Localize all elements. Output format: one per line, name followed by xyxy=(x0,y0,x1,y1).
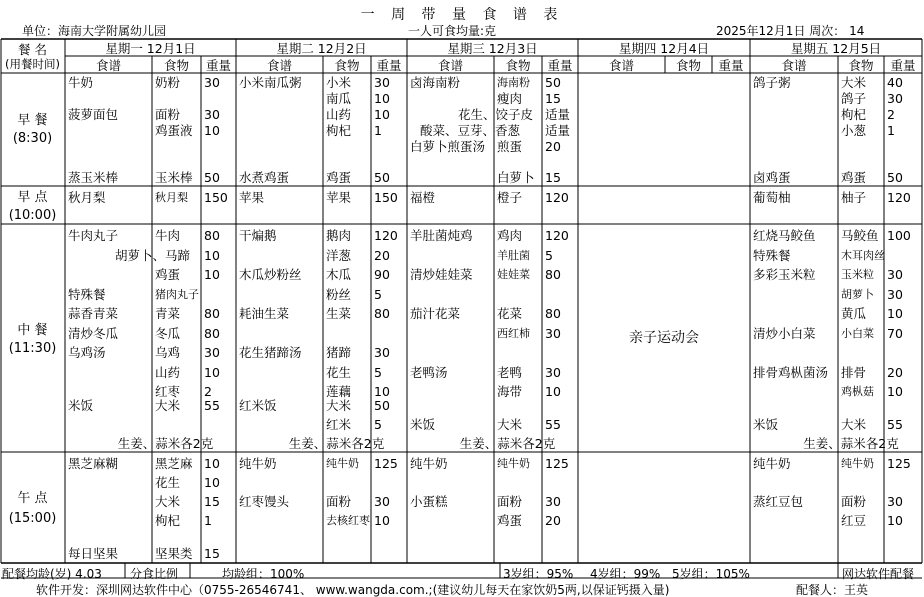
footer-age3: 3岁组：95% xyxy=(503,567,574,581)
seasoning-note: 生姜、蒜米各2克 xyxy=(803,436,899,451)
food-item: 枸杞 xyxy=(841,107,867,122)
food-item: 小白菜 xyxy=(841,326,874,340)
food-item: 排骨 xyxy=(841,364,867,380)
food-item: 煎蛋 xyxy=(497,139,523,154)
sub-header: 食物 xyxy=(848,58,874,73)
weight: 80 xyxy=(545,267,561,282)
dish-name: 乌鸡汤 xyxy=(68,345,106,360)
food-item: 秋月梨 xyxy=(155,191,188,204)
weight: 80 xyxy=(204,325,220,341)
dish-name: 水煮鸡蛋 xyxy=(239,170,290,185)
food-item: 海南粉 xyxy=(497,76,530,89)
dish-name: 卤海南粉 xyxy=(410,75,461,90)
food-item: 枸杞 xyxy=(326,123,352,138)
sub-header: 食物 xyxy=(675,58,701,73)
seasoning-note: 生姜、蒜米各2克 xyxy=(459,436,556,451)
weight: 20 xyxy=(887,364,903,380)
unit-label: 单位：海南大学附属幼儿园 xyxy=(22,24,167,38)
weight: 10 xyxy=(374,513,390,528)
food-item: 牛肉 xyxy=(155,228,181,243)
food-item: 大米 xyxy=(497,417,523,432)
weight: 30 xyxy=(545,325,561,341)
sub-header: 重量 xyxy=(718,58,744,73)
dish-name: 每日坚果 xyxy=(68,546,119,561)
weight: 125 xyxy=(374,456,398,471)
weight: 55 xyxy=(545,417,561,432)
dish-name: 清炒冬瓜 xyxy=(68,325,119,341)
dish-name: 羊肚菌炖鸡 xyxy=(410,228,473,243)
dish-name: 清炒小白菜 xyxy=(753,325,816,341)
day-header: 星期三 12月3日 xyxy=(447,41,538,56)
food-item: 黄瓜 xyxy=(841,306,867,321)
dish-name: 秋月梨 xyxy=(68,190,106,205)
weight: 5 xyxy=(545,247,553,263)
food-item: 南瓜 xyxy=(326,91,352,106)
sub-header: 食物 xyxy=(334,58,360,73)
food-item: 纯牛奶 xyxy=(497,457,530,470)
dish-name: 白萝卜煎蛋汤 xyxy=(410,139,486,154)
dish-name: 卤鸡蛋 xyxy=(753,170,791,185)
weight: 10 xyxy=(204,364,220,380)
food-item: 坚果类 xyxy=(155,546,193,561)
weight: 120 xyxy=(545,228,569,243)
weight: 55 xyxy=(887,417,903,432)
thursday-note: 亲子运动会 xyxy=(629,330,699,346)
meal-breakfast-time: (8:30) xyxy=(12,131,53,146)
weight: 10 xyxy=(204,267,220,282)
weight: 10 xyxy=(374,384,390,399)
weight: 30 xyxy=(204,107,220,122)
food-item: 木耳肉丝 xyxy=(841,248,885,262)
food-item: 柚子 xyxy=(841,190,867,205)
food-item: 鸡蛋 xyxy=(497,513,523,528)
day-header: 星期五 12月5日 xyxy=(790,41,882,56)
dish-name: 特殊餐 xyxy=(68,286,106,302)
weight: 120 xyxy=(545,190,569,205)
dish-name: 多彩玉米粒 xyxy=(753,267,816,282)
sub-header: 食物 xyxy=(163,58,189,73)
food-item: 鸡蛋 xyxy=(155,267,181,282)
meal-snack-am-name: 早 点 xyxy=(17,190,48,205)
sub-header: 食谱 xyxy=(437,58,463,73)
dish-name: 干煸鹅 xyxy=(239,228,277,243)
food-item: 红豆 xyxy=(841,513,867,528)
weight: 1 xyxy=(374,123,382,138)
food-item: 老鸭 xyxy=(497,364,523,380)
weight: 90 xyxy=(374,267,390,282)
dish-name: 黑芝麻糊 xyxy=(68,456,119,471)
weight: 20 xyxy=(545,139,561,154)
food-item: 木瓜 xyxy=(326,267,352,282)
weight: 30 xyxy=(887,286,903,302)
dish-name: 苹果 xyxy=(239,190,265,205)
weight: 125 xyxy=(545,456,569,471)
dish-name: 米饭 xyxy=(753,417,779,432)
food-item: 红枣 xyxy=(155,384,181,399)
weight: 30 xyxy=(374,494,390,509)
weight: 10 xyxy=(374,107,390,122)
food-item: 羊肚菌 xyxy=(497,248,530,262)
date-week-label: 2025年12月1日 周次： 14 xyxy=(716,24,865,38)
dish-name: 特殊餐 xyxy=(753,247,791,263)
food-item: 白萝卜 xyxy=(497,170,535,185)
weight: 10 xyxy=(374,91,390,106)
footer-age5: 5岁组：105% xyxy=(672,567,750,581)
day-header: 星期一 12月1日 xyxy=(105,41,196,56)
food-item: 大米 xyxy=(841,75,867,90)
food-item: 花生 xyxy=(155,475,181,490)
weight: 10 xyxy=(887,306,903,321)
weight: 80 xyxy=(374,306,390,321)
dish-name: 排骨鸡枞菌汤 xyxy=(753,364,829,380)
dish-name: 蒸玉米棒 xyxy=(68,170,119,185)
weight: 适量 xyxy=(545,107,571,122)
dish-name: 小蛋糕 xyxy=(410,494,448,509)
food-item: 鸡枞菇 xyxy=(841,385,874,398)
weight: 10 xyxy=(887,513,903,528)
footer-ratio: 分食比例 xyxy=(130,567,179,581)
weight: 30 xyxy=(204,75,220,90)
sub-header: 重量 xyxy=(205,58,231,73)
food-item: 面粉 xyxy=(155,107,181,122)
weight: 10 xyxy=(204,123,220,138)
food-item: 青菜 xyxy=(155,306,181,321)
weight: 50 xyxy=(374,170,390,185)
dish-name: 红烧马鲛鱼 xyxy=(753,228,816,243)
food-item: 红米 xyxy=(326,417,352,432)
weight: 70 xyxy=(887,325,903,341)
weight: 15 xyxy=(545,91,561,106)
dish-name: 蒸红豆包 xyxy=(753,494,804,509)
food-item: 玉米棒 xyxy=(155,170,193,185)
food-item: 小葱 xyxy=(841,123,867,138)
dish-name: 茄汁花菜 xyxy=(410,306,461,321)
food-item: 胡萝卜 xyxy=(841,287,874,301)
food-item: 面粉 xyxy=(326,494,352,509)
dish-name: 牛肉丸子 xyxy=(68,228,119,243)
food-item: 去核红枣 xyxy=(326,514,370,527)
footer-vendor: 网达软件配餐 xyxy=(842,567,915,581)
food-item: 大米 xyxy=(155,494,181,509)
food-item: 花菜 xyxy=(497,306,523,321)
dish-name: 福橙 xyxy=(410,190,436,205)
food-item: 大米 xyxy=(841,417,867,432)
food-item: 玉米粒 xyxy=(841,268,874,281)
footer-nutritionist: 配餐人：王英 xyxy=(796,583,869,597)
food-item: 鸡蛋液 xyxy=(155,123,193,138)
food-item: 花生 xyxy=(326,364,352,380)
weight: 30 xyxy=(545,364,561,380)
weight: 80 xyxy=(545,306,561,321)
food-item: 鸡肉 xyxy=(497,228,523,243)
weight: 5 xyxy=(374,286,382,302)
dish-name: 清炒娃娃菜 xyxy=(410,267,473,282)
per-person-label: 一人可食均量:克 xyxy=(408,24,497,38)
sub-header: 食谱 xyxy=(95,58,121,73)
food-item: 乌鸡 xyxy=(155,345,181,360)
footer-balance: 均龄组：100% xyxy=(222,567,305,581)
weight: 30 xyxy=(374,75,390,90)
food-item: 鸽子 xyxy=(841,91,867,106)
day-header: 星期四 12月4日 xyxy=(618,41,710,56)
dish-name: 米饭 xyxy=(410,417,436,432)
food-item: 莲藕 xyxy=(326,384,352,399)
weight: 15 xyxy=(204,494,220,509)
footer-avg-age: 配餐均龄(岁) 4.03 xyxy=(2,567,102,581)
food-item: 枸杞 xyxy=(155,513,181,528)
weight: 120 xyxy=(374,228,398,243)
footer-developer: 软件开发：深圳网达软件中心（0755-26546741、 www.wangda.com.;(建议幼儿每天在家饮奶5两,以保证钙摄入量) xyxy=(36,583,670,597)
dish-name: 小米南瓜粥 xyxy=(239,75,302,90)
sub-header: 重量 xyxy=(547,58,573,73)
weight: 80 xyxy=(204,228,220,243)
meal-time-header: (用餐时间) xyxy=(5,57,60,71)
food-item: 粉丝 xyxy=(326,286,352,302)
dish-name: 米饭 xyxy=(68,398,94,413)
meal-name-header: 餐 名 xyxy=(18,42,47,57)
weight: 1 xyxy=(204,513,212,528)
weight: 10 xyxy=(545,384,561,399)
weight: 30 xyxy=(374,345,390,360)
dish-name: 木瓜炒粉丝 xyxy=(239,267,302,282)
food-item: 面粉 xyxy=(841,494,867,509)
dish-name: 牛奶 xyxy=(68,75,94,90)
food-item: 马鲛鱼 xyxy=(841,228,879,243)
sub-header: 食谱 xyxy=(608,58,634,73)
weight: 10 xyxy=(204,475,220,490)
weight: 10 xyxy=(204,456,220,471)
meal-snack-am-time: (10:00) xyxy=(8,208,57,223)
dish-name: 鸽子粥 xyxy=(753,75,791,90)
weight: 80 xyxy=(204,306,220,321)
food-item: 鸡蛋 xyxy=(841,170,867,185)
weight: 30 xyxy=(204,345,220,360)
food-item: 小米 xyxy=(326,75,352,90)
sub-header: 食物 xyxy=(505,58,531,73)
dish-name: 菠萝面包 xyxy=(68,107,119,122)
food-item: 猪蹄 xyxy=(326,345,352,360)
meal-lunch-name: 中 餐 xyxy=(17,323,48,338)
weight: 100 xyxy=(887,228,911,243)
weight: 5 xyxy=(374,417,382,432)
weight: 55 xyxy=(204,398,220,413)
weight: 10 xyxy=(204,247,220,263)
weight: 1 xyxy=(887,123,895,138)
weight: 2 xyxy=(887,107,895,122)
weight: 30 xyxy=(887,267,903,282)
weight: 20 xyxy=(545,513,561,528)
weight: 125 xyxy=(887,456,911,471)
weight: 120 xyxy=(887,190,911,205)
weight: 5 xyxy=(374,364,382,380)
meal-breakfast-name: 早 餐 xyxy=(17,113,48,128)
day-header: 星期二 12月2日 xyxy=(276,41,367,56)
page-title: 一 周 带 量 食 谱 表 xyxy=(360,7,564,23)
meal-lunch-time: (11:30) xyxy=(8,341,57,356)
weight: 10 xyxy=(887,384,903,399)
sub-header: 重量 xyxy=(376,58,402,73)
food-item: 酸菜、豆芽、香葱 xyxy=(420,123,521,138)
weight: 2 xyxy=(204,384,212,399)
food-item: 大米 xyxy=(326,398,352,413)
weight: 50 xyxy=(374,398,390,413)
footer-age4: 4岁组：99% xyxy=(590,567,661,581)
food-item: 纯牛奶 xyxy=(841,457,874,470)
dish-name: 花生猪蹄汤 xyxy=(239,345,302,360)
food-item: 海带 xyxy=(497,384,523,399)
dish-name: 葡萄柚 xyxy=(753,190,791,205)
sub-header: 重量 xyxy=(890,58,916,73)
meal-snack-pm-time: (15:00) xyxy=(8,511,57,526)
dish-name: 纯牛奶 xyxy=(239,456,277,471)
dish-name: 老鸭汤 xyxy=(410,364,448,380)
food-item: 山药 xyxy=(326,107,352,122)
food-item: 面粉 xyxy=(497,494,523,509)
weight: 15 xyxy=(204,546,220,561)
weight: 30 xyxy=(887,91,903,106)
dish-name: 耗油生菜 xyxy=(239,306,290,321)
food-item: 猪肉丸子 xyxy=(155,287,199,301)
weight: 50 xyxy=(204,170,220,185)
weight: 30 xyxy=(887,494,903,509)
food-item: 黑芝麻 xyxy=(155,456,193,471)
food-item: 大米 xyxy=(155,398,181,413)
sub-header: 食谱 xyxy=(266,58,292,73)
food-item: 冬瓜 xyxy=(155,325,181,341)
weight: 30 xyxy=(545,494,561,509)
food-item: 橙子 xyxy=(497,190,523,205)
food-item: 花生、饺子皮 xyxy=(458,107,534,122)
dish-name: 蒜香青菜 xyxy=(68,306,119,321)
food-item: 生菜 xyxy=(326,306,352,321)
food-item: 鹅肉 xyxy=(326,228,352,243)
weight: 15 xyxy=(545,170,561,185)
food-item: 鸡蛋 xyxy=(326,170,352,185)
dish-name: 红枣馒头 xyxy=(239,494,290,509)
food-item: 胡萝卜、马蹄 xyxy=(115,247,191,263)
dish-name: 纯牛奶 xyxy=(410,456,448,471)
food-item: 苹果 xyxy=(326,190,352,205)
dish-name: 红米饭 xyxy=(239,398,277,413)
weight: 150 xyxy=(374,190,398,205)
weight: 适量 xyxy=(545,123,571,138)
sub-header: 食谱 xyxy=(781,58,807,73)
seasoning-note: 生姜、蒜米各2克 xyxy=(117,436,214,451)
seasoning-note: 生姜、蒜米各2克 xyxy=(288,436,385,451)
meal-snack-pm-name: 午 点 xyxy=(17,491,48,506)
food-item: 洋葱 xyxy=(326,247,352,263)
food-item: 西红柿 xyxy=(497,326,530,340)
weight: 50 xyxy=(887,170,903,185)
food-item: 山药 xyxy=(155,364,181,380)
food-item: 瘦肉 xyxy=(497,91,523,106)
weight: 20 xyxy=(374,247,390,263)
weight: 40 xyxy=(887,75,903,90)
weight: 50 xyxy=(545,75,561,90)
weight: 150 xyxy=(204,190,228,205)
food-item: 奶粉 xyxy=(155,75,181,90)
food-item: 纯牛奶 xyxy=(326,457,359,470)
food-item: 娃娃菜 xyxy=(497,268,530,281)
dish-name: 纯牛奶 xyxy=(753,456,791,471)
